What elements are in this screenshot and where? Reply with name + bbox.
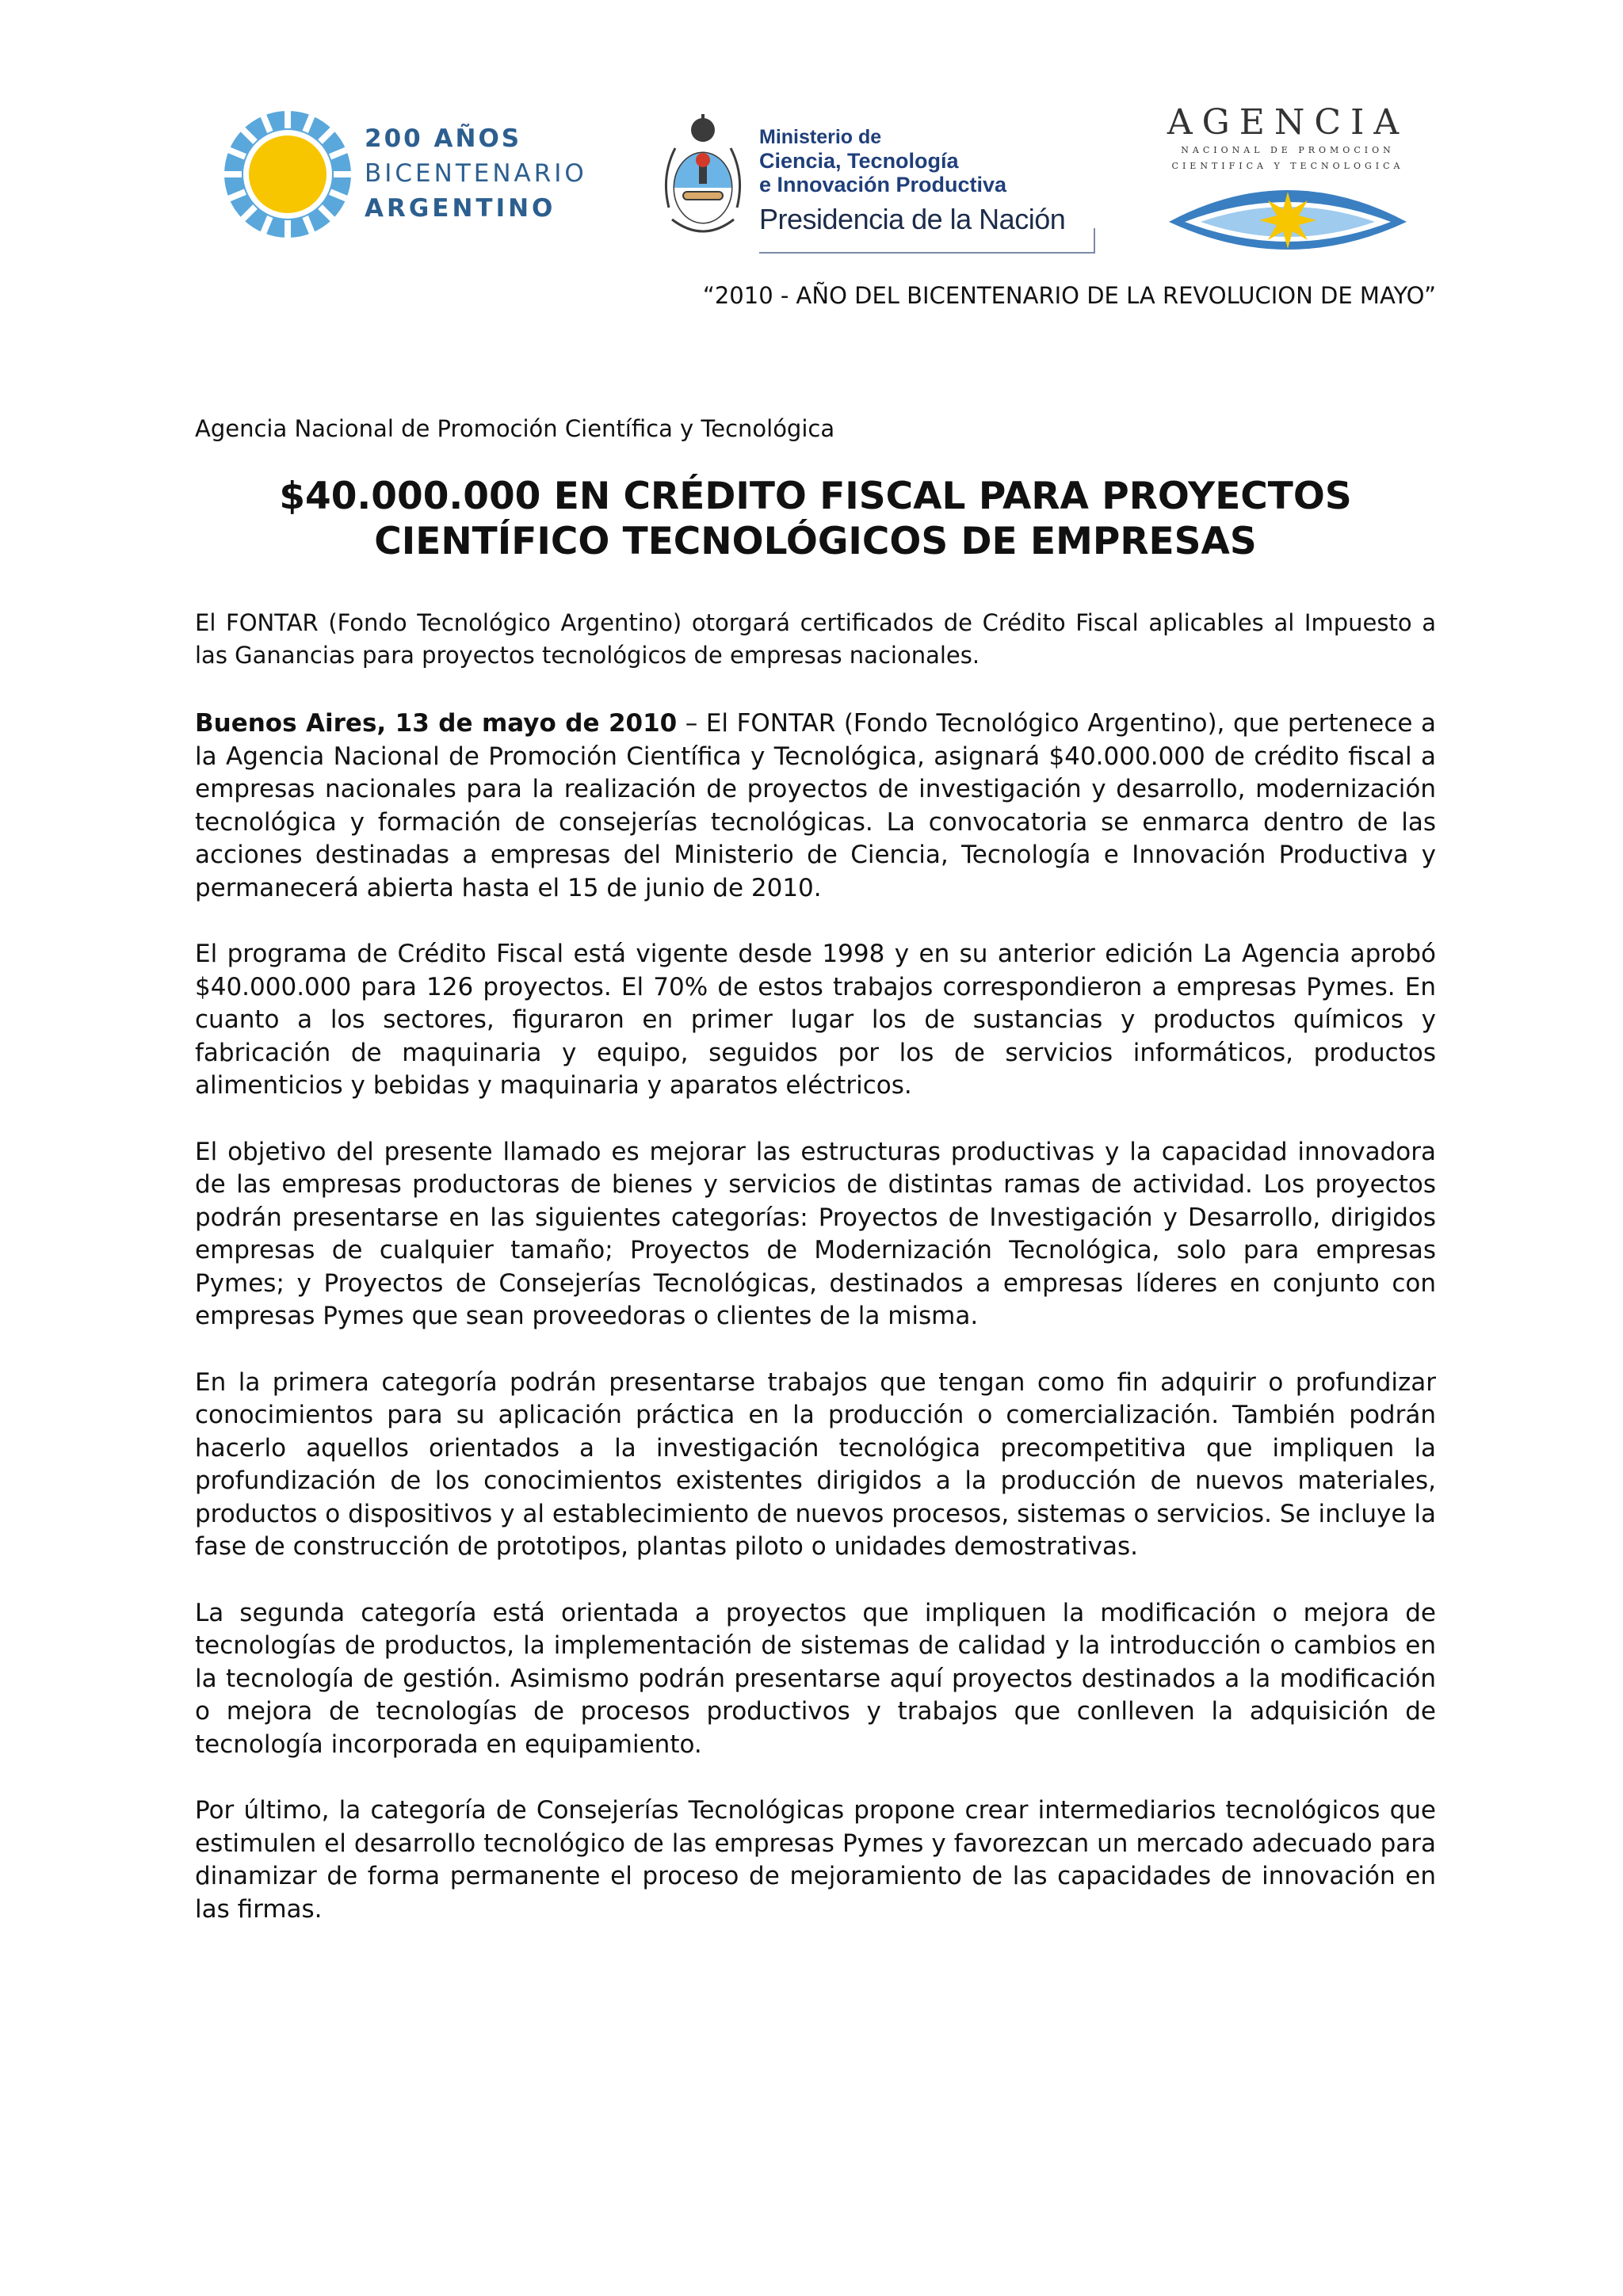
ministerio-line-4: Presidencia de la Nación (759, 203, 1066, 235)
article-body (195, 607, 1436, 1926)
ministerio-line-3: e Innovación Productiva (759, 173, 1007, 196)
bicentenario-line-3: ARGENTINO (365, 194, 556, 223)
paragraph-1 (195, 707, 1436, 905)
paragraph-1-text: – El FONTAR (Fondo Tecnológico Argentino), que pertenece a la Agencia Nacional de Promoción Científica y Tecnológica, asignará $40.000.000 de crédito fiscal a empresas nacionales para la realización de proyectos de investigación y desarrollo, modernización tecnológica y formación de consejerías tecnológicas. La convocatoria se enmarca dentro de las acciones destinadas a empresas del Ministerio de Ciencia, Tecnología e Innovación Productiva y permanecerá abierta hasta el 15 de junio de 2010. (195, 709, 1436, 902)
ministerio-rule (759, 252, 1095, 254)
dateline: Buenos Aires, 13 de mayo de 2010 (195, 709, 678, 738)
bicentenario-sun-icon (220, 107, 355, 242)
ministerio-rule-vertical (1094, 228, 1095, 254)
paragraph-2: El programa de Crédito Fiscal está vigente desde 1998 y en su anterior edición La Agencia aprobó $40.000.000 para 126 proyectos. El 70% de estos trabajos correspondieron a empresas Pymes. En cuanto a los sectores, figuraron en primer lugar los de sustancias y productos químicos y fabricación de maquinaria y equipo, seguidos por los de servicios informáticos, productos alimenticios y bebidas y maquinaria y aparatos eléctricos. (195, 940, 1436, 1100)
bicentenario-line-2: BICENTENARIO (365, 159, 587, 188)
agencia-sub-1: NACIONAL DE PROMOCION (1181, 145, 1395, 155)
agencia-logo (1153, 103, 1423, 261)
ministerio-logo (659, 109, 1103, 256)
lead-paragraph: El FONTAR (Fondo Tecnológico Argentino) otorgará certificados de Crédito Fiscal aplicables al Impuesto a las Ganancias para proyectos tecnológicos de empresas nacionales. (195, 609, 1436, 669)
paragraph-6: Por último, la categoría de Consejerías Tecnológicas propone crear intermediarios tecnológicos que estimulen el desarrollo tecnológico de las empresas Pymes y favorezcan un mercado adecuado para dinamizar de forma permanente el proceso de mejoramiento de las capacidades de innovación en las firmas. (195, 1796, 1436, 1924)
paragraph-4: En la primera categoría podrán presentarse trabajos que tengan como fin adquirir o profundizar conocimientos para su aplicación práctica en la producción o comercialización. También podrán hacerlo aquellos orientados a la investigación tecnológica precompetitiva que impliquen la profundización de los conocimientos existentes dirigidos a la producción de nuevos materiales, productos o dispositivos y al establecimiento de nuevos procesos, sistemas o servicios. Se incluye la fase de construcción de prototipos, plantas piloto o unidades demostrativas. (195, 1367, 1436, 1561)
national-coat-of-arms-icon (659, 113, 747, 247)
headline (195, 474, 1436, 564)
agency-line: Agencia Nacional de Promoción Científica y Tecnológica (195, 415, 835, 442)
paragraph-5: La segunda categoría está orientada a proyectos que impliquen la modificación o mejora de tecnologías de productos, la implementación de sistemas de calidad y la introducción o cambios en la tecnología de gestión. Asimismo podrán presentarse aquí proyectos destinados a la modificación o mejora de tecnologías de procesos productivos y trabajos que conlleven la adquisición de tecnología incorporada en equipamiento. (195, 1598, 1436, 1759)
agencia-sub-2: CIENTIFICA Y TECNOLOGICA (1171, 161, 1404, 171)
ministerio-line-2: Ciencia, Tecnología (759, 149, 959, 173)
paragraph-3: El objetivo del presente llamado es mejorar las estructuras productivas y la capacidad innovadora de las empresas productoras de bienes y servicios de distintas ramas de actividad. Los proyectos podrán presentarse en las siguientes categorías: Proyectos de Investigación y Desarrollo, dirigidos empresas de cualquier tamaño; Proyectos de Modernización Tecnológica, solo para empresas Pymes; y Proyectos de Consejerías Tecnológicas, destinados a empresas líderes en conjunto con empresas Pymes que sean proveedoras o clientes de la misma. (195, 1137, 1436, 1330)
headline-line-1: $40.000.000 EN CRÉDITO FISCAL PARA PROYECTOS (279, 475, 1352, 518)
bicentenario-line-1: 200 AÑOS (365, 124, 522, 153)
ministerio-text (759, 125, 1065, 236)
year-motto: “2010 - AÑO DEL BICENTENARIO DE LA REVOLUCION DE MAYO” (702, 282, 1436, 309)
agencia-sun-icon (1153, 182, 1423, 261)
agencia-title: AGENCIA (1167, 102, 1409, 143)
headline-line-2: CIENTÍFICO TECNOLÓGICOS DE EMPRESAS (374, 520, 1257, 563)
bicentenario-text (365, 121, 587, 226)
bicentenario-logo (220, 107, 632, 242)
ministerio-line-1: Ministerio de (759, 126, 882, 148)
